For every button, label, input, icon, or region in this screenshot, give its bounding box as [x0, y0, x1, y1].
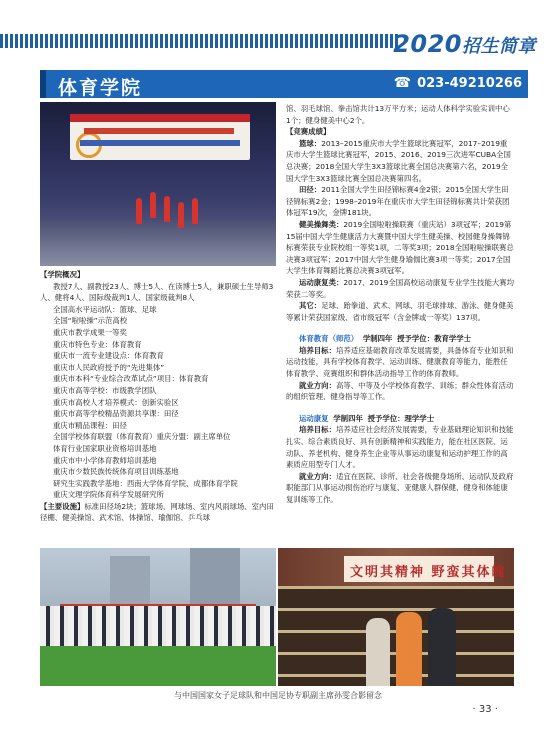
result-label: 篮球：: [299, 138, 322, 148]
person: [396, 612, 422, 686]
result-label: 其它：: [299, 301, 322, 311]
result-text: 2017、2019全国高校运动康复专业学生技能大赛均荣获二等奖。: [286, 277, 515, 299]
overview-item: 重庆市高等学校精品资源共享课：田径: [53, 409, 179, 419]
result-label: 运动康复类：: [299, 277, 344, 287]
result-text: 2019全国啦啦操联赛（重庆站）3项冠军；2019第15届中国大学生健康活力大赛暨中国大学生健美操、校园健身操舞锦标赛荣获专业院校组一等奖1项，二等奖3项；2018全国啦啦操联赛总决赛3项冠军；2017中国大学生健身瑜伽比赛3项一等奖；2017全国大学生体育舞蹈比赛总决赛3项冠军。: [286, 219, 514, 276]
overview-item: 全国高水平运动队：篮球、足球: [53, 304, 157, 314]
overview-item: 重庆市精品课程：田径: [53, 420, 127, 430]
overview-item: 重庆市高等学校：市级教学团队: [53, 385, 157, 395]
left-text-column: [40, 269, 276, 524]
result-text: 2013–2015重庆市大学生篮球比赛冠军，2017–2019重庆市大学生篮球比赛冠军，2015、2016、2019三次进军CUBA全国总决赛；2018全国大学生3X3篮球比赛全国总决赛第六名，2019全国大学生3X3篮球比赛全国总决赛第四名。: [286, 138, 511, 183]
goal-label: 培养目标：: [299, 425, 336, 435]
major-degree: 授予学位：教育学学士: [397, 334, 472, 344]
major-job: [286, 471, 514, 506]
banner-text-line: [84, 128, 234, 134]
major-heading-pe: [286, 333, 514, 345]
result-label: 田径：: [299, 185, 322, 195]
overview-item: 重庆文理学院体育科学发展研究所: [53, 490, 164, 500]
brochure-brand-text: 招生简章: [462, 36, 536, 57]
bottom-photo-caption: 与中国国家女子足球队和中国足协专职副主席孙雯合影留念: [174, 691, 382, 700]
stage-floor: [40, 220, 276, 266]
job-label: 就业方向：: [299, 380, 336, 390]
result-other: [286, 300, 514, 323]
goal-text: 培养适应基础教育改革发展需要，具备体育专业知识和运动技能，具有学校体育教学、运动训练、健康教育等能力，能胜任体育教学、竞赛组织和群体活动指导工作的体育教师。: [286, 345, 514, 379]
major-name: 体育教育（师范）: [299, 334, 359, 344]
overview-item: 研究生实践教学基地：西南大学体育学院、成都体育学院: [53, 478, 238, 488]
background-buildings: [40, 548, 276, 610]
performer: [164, 196, 170, 222]
person: [366, 618, 390, 686]
facilities-continued: 馆、羽毛球馆、拳击馆共计13万平方米；运动人体科学实验实训中心1个；健身健美中心2个。: [286, 104, 510, 125]
performer: [178, 202, 184, 228]
contact-phone: [394, 75, 522, 91]
spacer: [286, 323, 514, 333]
overview-item: 全国“啦啦操”示范高校: [53, 316, 128, 326]
group-people: [40, 606, 276, 646]
performer: [192, 198, 198, 224]
overview-item: 重庆市少数民族传统体育项目训练基地: [53, 467, 179, 477]
title-bar-accent: [40, 70, 46, 98]
overview-item: 重庆市一流专业建设点：体育教育: [53, 351, 164, 361]
major-degree: 授予学位：理学学士: [367, 413, 435, 423]
result-label: 健美操舞类：: [299, 219, 344, 229]
banner-stripe: [70, 114, 250, 122]
major-goal: [286, 345, 514, 380]
result-text: 2011全国大学生田径锦标赛4金2银；2015全国大学生田径锦标赛2金；1998–2019年在重庆市大学生田径锦标赛共计荣获团体冠军19次，金牌181块。: [286, 185, 510, 218]
major-heading-rehab: [286, 413, 514, 425]
major-job: [286, 380, 514, 403]
overview-item: 全国学校体育联盟（体育教育）重庆分盟：副主席单位: [53, 432, 231, 442]
result-track: [286, 184, 514, 219]
building: [190, 548, 240, 612]
result-text: 足球、跆拳道、武术、网球、羽毛球排球、游泳、健身健美等累计荣获国家级、省市级冠军（含金牌或一等奖）137项。: [286, 301, 514, 322]
banner-text-line: [80, 140, 240, 146]
photo-caption: 学生参加比赛: [128, 357, 183, 367]
result-basketball: [286, 138, 514, 184]
event-banner: [70, 114, 250, 160]
overview-item: 重庆市本科“专业综合改革试点”项目：体育教育: [53, 374, 209, 384]
facilities-heading: 【主要设施】: [40, 501, 85, 511]
major-goal: [286, 424, 514, 470]
major-name: 运动康复: [299, 413, 329, 423]
job-text: 适宜在医院、诊所、社会各级健身场所、运动队及政府职能部门从事运动损伤治疗与康复、亚健康人群保健、健身和体能康复训练等工作。: [286, 471, 514, 504]
overview-item: 重庆市高校人才培养模式：创新实验区: [53, 397, 179, 407]
page-number: · 33 ·: [472, 704, 498, 715]
overview-paragraph: 教授7人、副教授23人、博士5人、在读博士5人，兼职硕士生导师3人、健将4人、国际级裁判1人、国家级裁判8人: [40, 281, 274, 303]
overview-list: [40, 304, 276, 501]
results-heading: 【竞赛成绩】: [286, 127, 331, 137]
goal-label: 培养目标：: [299, 345, 336, 355]
person: [428, 608, 456, 686]
overview-item: 重庆市特色专业：体育教育: [53, 339, 142, 349]
team-group-photo: [40, 548, 276, 686]
result-aerobics: [286, 219, 514, 277]
spacer: [286, 403, 514, 413]
overview-item: 重庆市中小学体育教师培训基地: [53, 455, 157, 465]
job-text: 高等、中等及小学校体育教学、训练；群众性体育活动的组织管理、健身指导等工作。: [286, 380, 514, 402]
college-title: 体育学院: [58, 77, 143, 99]
header-stripes: [0, 34, 400, 48]
brochure-year: 2020: [393, 30, 462, 58]
motto-sign: [344, 556, 507, 582]
performer: [150, 192, 156, 218]
field-grass: [40, 646, 276, 686]
goal-text: 培养适应社会经济发展需要，专业基础理论知识和技能扎实、综合素质良好、具有创新精神和实践能力，能在社区医院、运动队、养老机构、健身养生企业等从事运动康复和运动护理工作的高素质应用型专门人才。: [286, 425, 514, 470]
motto-text: 文明其精神 野蛮其体魄: [350, 565, 507, 580]
overview-item: 重庆市人民政府授予的“先进集体”: [53, 362, 165, 372]
overview-item: 重庆市教学成果一等奖: [53, 327, 127, 337]
major-years: 学制四年: [362, 334, 393, 344]
trophy-room-photo: [278, 548, 514, 686]
facilities-text: 标准田径场2块；篮球场、网球场、室内风雨球场、室内田径棚、健美操馆、武术馆、体操馆、瑜伽馆、乒乓球: [40, 501, 274, 523]
job-label: 就业方向：: [299, 471, 336, 481]
result-rehab: [286, 277, 514, 300]
performer: [136, 198, 142, 224]
right-text-column: [286, 103, 514, 506]
phone-icon: ☎: [393, 75, 412, 91]
phone-number: 023-49210266: [417, 76, 522, 91]
overview-item: 体育行业国家职业资格培训基地: [53, 443, 157, 453]
facilities-paragraph: [40, 501, 276, 524]
overview-heading: 【学院概况】: [40, 270, 85, 279]
major-years: 学制四年: [333, 413, 363, 423]
brochure-brand: [393, 30, 536, 58]
